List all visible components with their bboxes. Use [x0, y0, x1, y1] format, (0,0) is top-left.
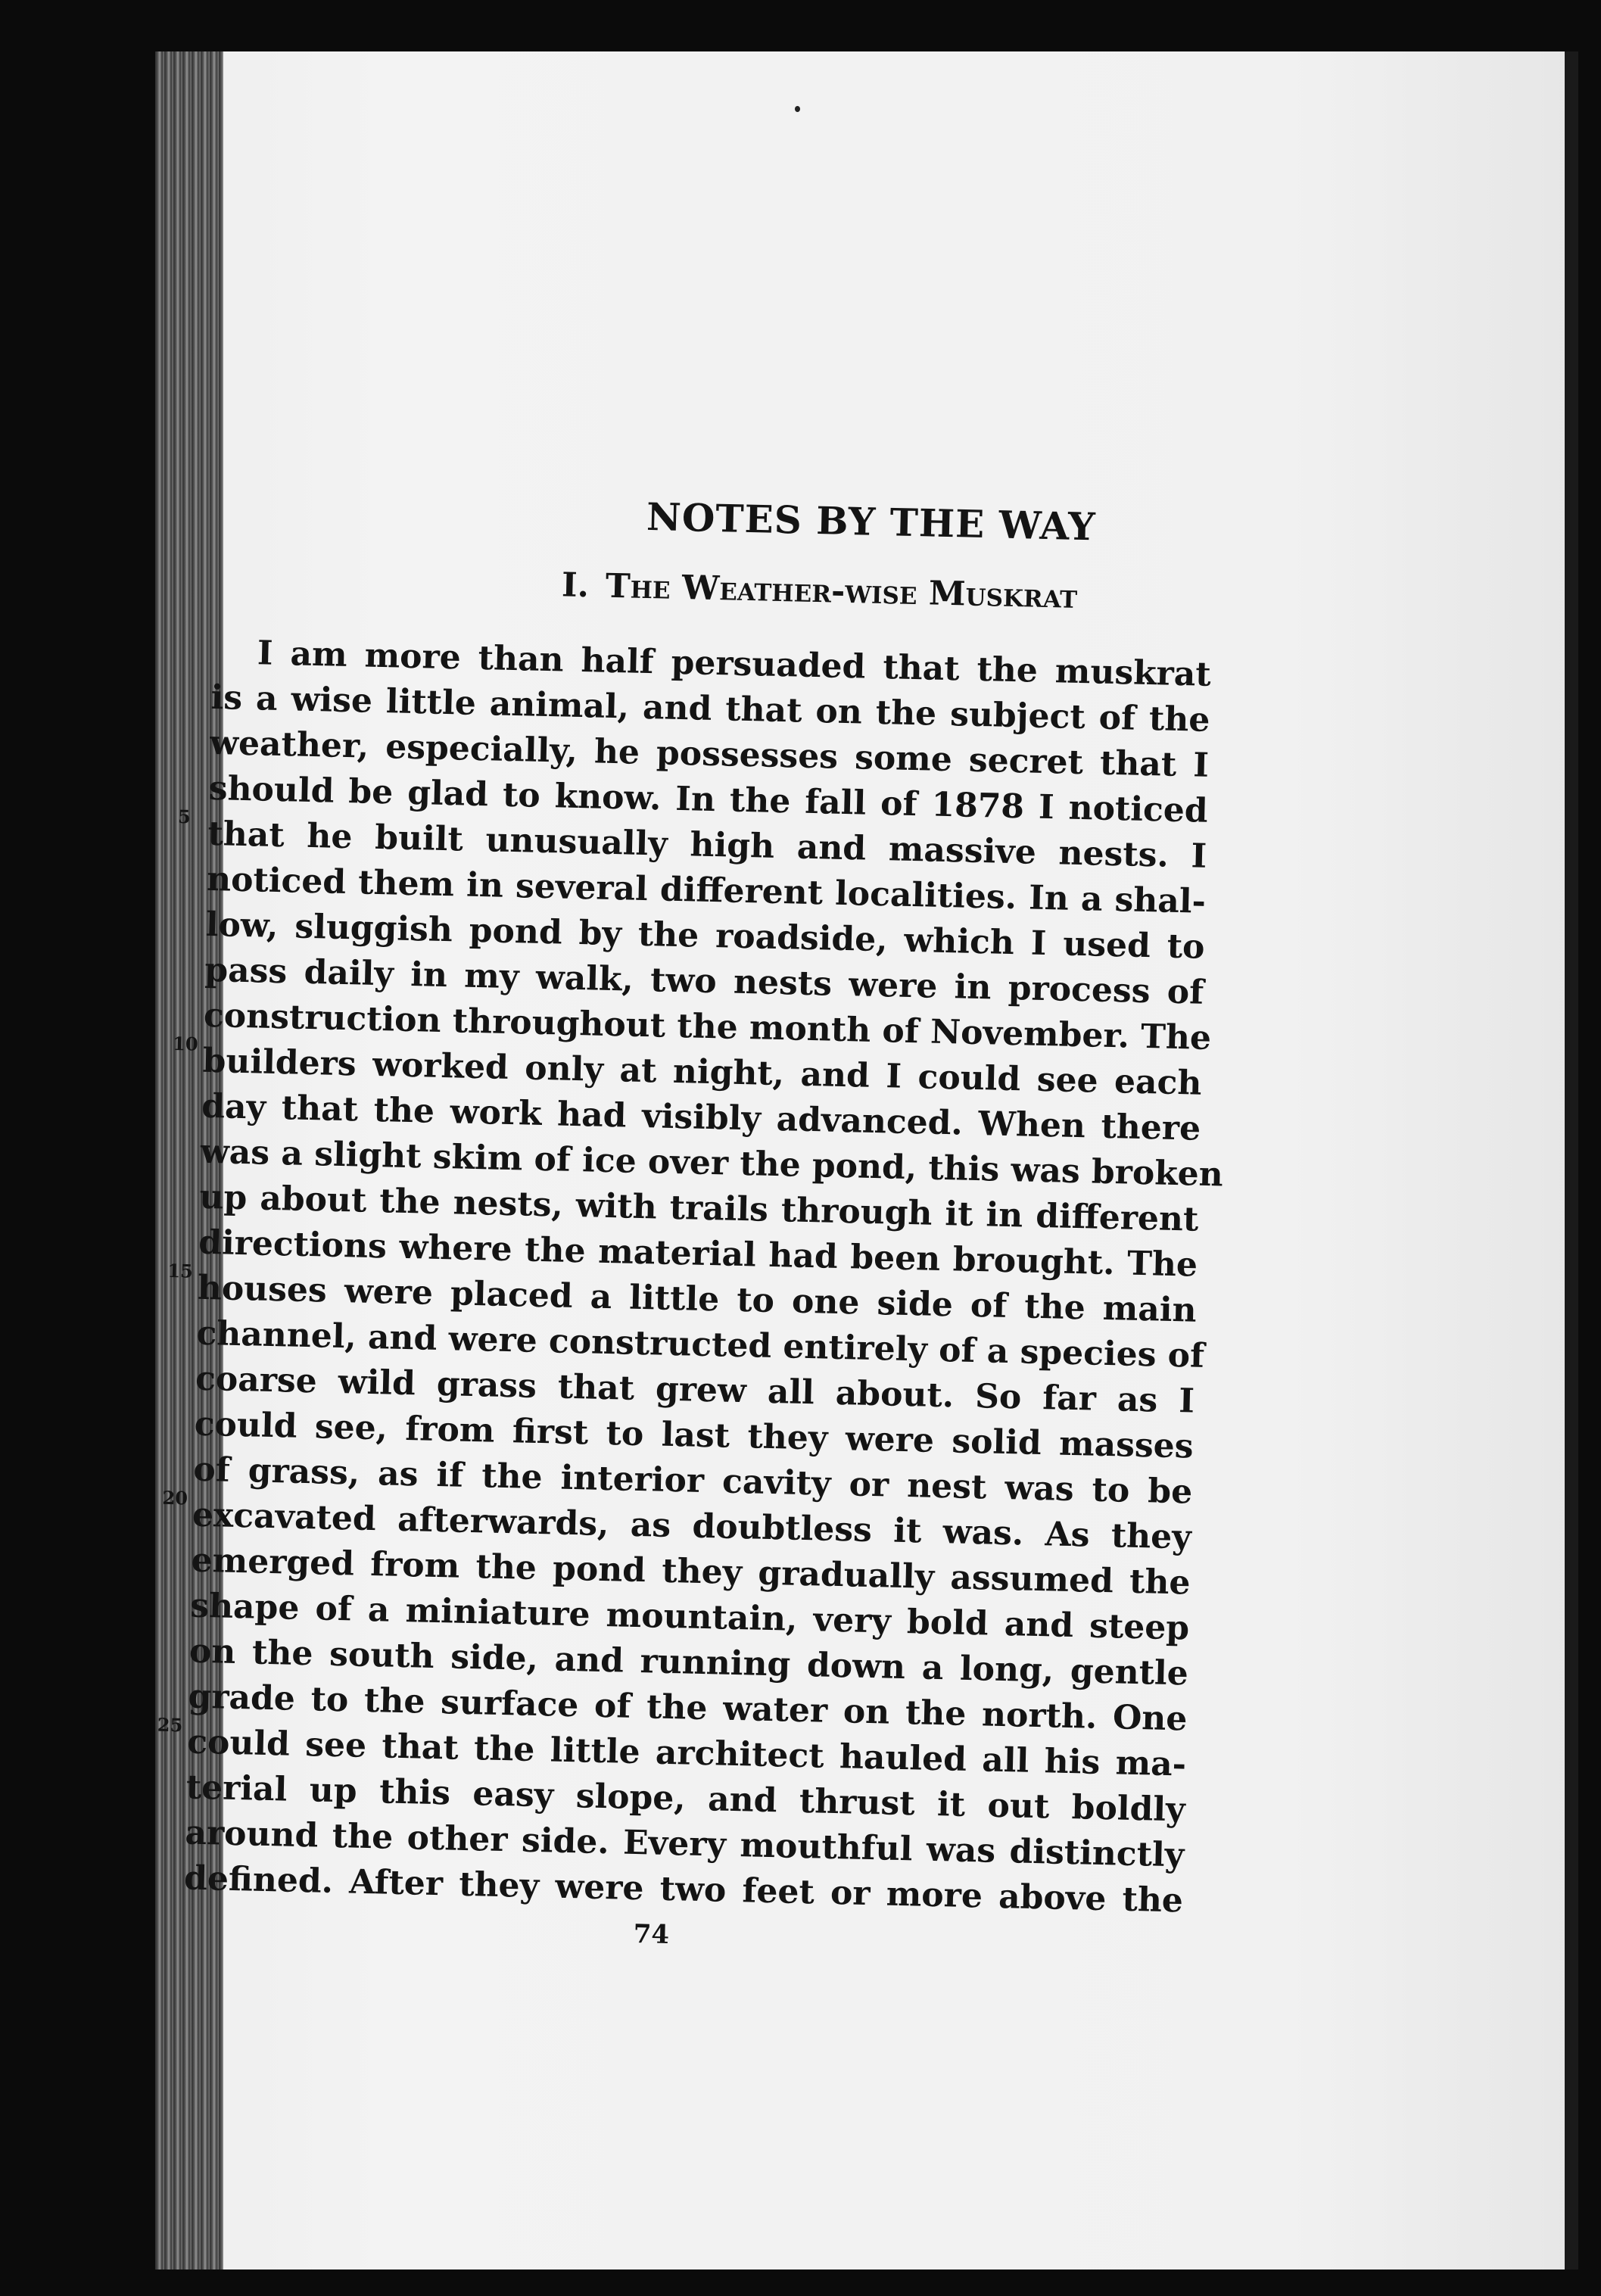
- line-text: was a slight skim of ice over the pond, this was broken: [200, 1132, 1224, 1195]
- section-title: The Weather-wise Muskrat: [605, 566, 1078, 616]
- line-number: 5: [177, 805, 192, 828]
- line-text: coarse wild grass that grew all about. So far as I: [195, 1359, 1195, 1421]
- line-text: terial up this easy slope, and thrust it out boldly: [185, 1768, 1186, 1830]
- line-text: on the south side, and running down a long, gentle: [188, 1631, 1189, 1693]
- line-text: that he built unusually high and massive nests. I: [207, 814, 1207, 876]
- line-text: noticed them in several different localities. In a shal-: [206, 859, 1207, 921]
- line-text: builders worked only at night, and I could see each: [202, 1041, 1202, 1103]
- line-text: is a wise little animal, and that on the subject of the: [210, 678, 1210, 740]
- line-text: should be glad to know. In the fall of 1878 I noticed: [208, 768, 1209, 830]
- line-text: pass daily in my walk, two nests were in process of: [204, 950, 1204, 1012]
- page-number: 74: [633, 1919, 670, 1951]
- line-text: weather, especially, he possesses some secret that I: [209, 723, 1210, 785]
- line-text: day that the work had visibly advanced. When there: [201, 1086, 1201, 1148]
- body-text: [157, 630, 1424, 1929]
- line-text: excavated afterwards, as doubtless it was. As they: [192, 1495, 1192, 1557]
- line-text: around the other side. Every mouthful was distinctly: [185, 1813, 1185, 1875]
- line-text: could see that the little architect hauled all his ma-: [186, 1722, 1187, 1784]
- chapter-heading: NOTES BY THE WAY: [646, 494, 1097, 550]
- line-text: could see, from first to last they were solid masses: [194, 1404, 1195, 1466]
- line-text: directions where the material had been brought. The: [198, 1223, 1198, 1285]
- line-text: emerged from the pond they gradually assumed the: [191, 1541, 1191, 1603]
- section-number: I.: [561, 565, 590, 606]
- line-text: construction throughout the month of November. The: [203, 995, 1212, 1058]
- line-number: 20: [162, 1486, 188, 1509]
- section-heading: [562, 565, 1425, 624]
- line-text: shape of a miniature mountain, very bold and steep: [189, 1586, 1190, 1648]
- line-text: up about the nests, with trails through it in different: [199, 1177, 1199, 1239]
- line-text: I am more than half persuaded that the muskrat: [257, 634, 1212, 694]
- line-text: of grass, as if the interior cavity or nest was to be: [192, 1450, 1193, 1512]
- line-number: 25: [157, 1713, 183, 1737]
- line-text: defined. After they were two feet or more above the: [183, 1858, 1184, 1921]
- ink-speck: [795, 106, 800, 112]
- line-text: low, sluggish pond by the roadside, which I used to: [205, 905, 1206, 967]
- line-text: houses were placed a little to one side of the main: [197, 1268, 1198, 1330]
- line-number: 15: [167, 1259, 194, 1282]
- line-text: grade to the surface of the water on the north. One: [188, 1677, 1188, 1739]
- page-content: [157, 484, 1426, 1967]
- line-text: channel, and were constructed entirely of a species of: [195, 1313, 1205, 1375]
- page-right-edge: [1565, 51, 1578, 2270]
- line-number: 10: [172, 1032, 198, 1055]
